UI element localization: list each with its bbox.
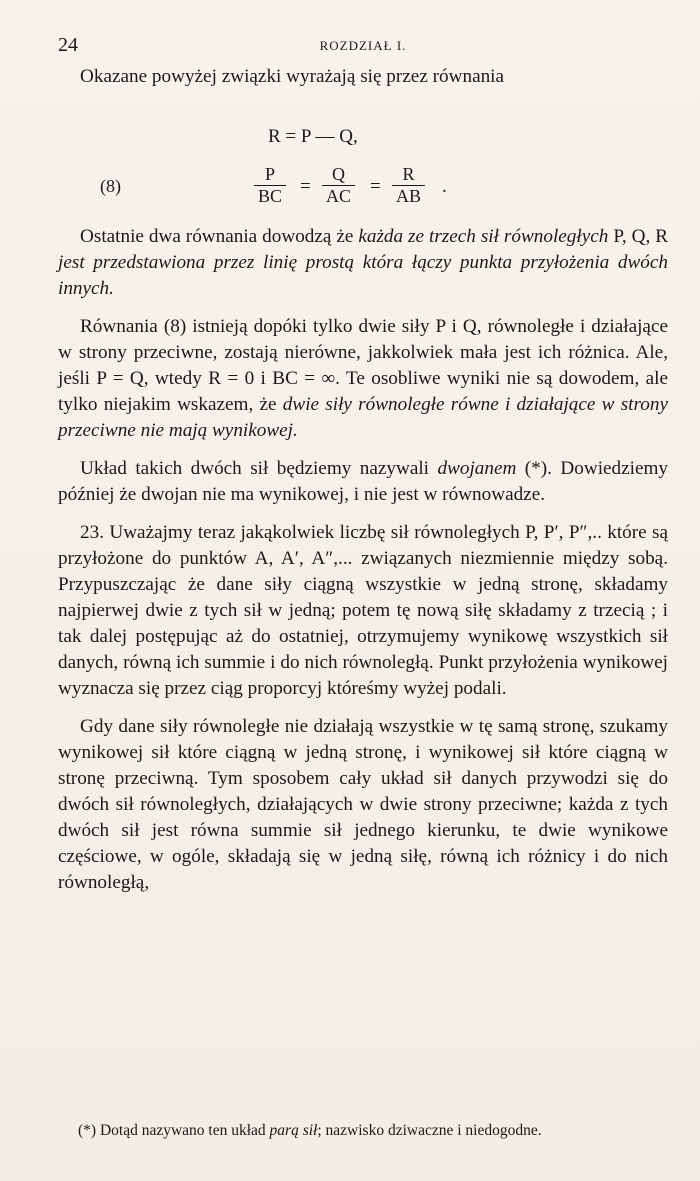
footnote-rest: ; nazwisko dziwaczne i niedogodne. <box>317 1122 542 1139</box>
page-number: 24 <box>58 34 78 56</box>
paragraph-dwojan <box>58 456 668 508</box>
fraction-denominator: AB <box>392 185 425 207</box>
fraction-denominator: BC <box>254 185 286 207</box>
page-header <box>58 34 668 56</box>
text-italic: dwojanem <box>437 458 517 479</box>
equation-end-period: . <box>442 176 447 197</box>
paragraph-intro: Okazane powyżej związki wyrażają się przez równania <box>80 66 505 87</box>
text-rest: (*). Dowiedziemy później że dwojan nie ma wynikowej, i nie jest w równowadze. <box>58 458 669 505</box>
fraction-p-bc <box>254 164 286 207</box>
page-body <box>58 64 668 896</box>
equation-label: (8) <box>100 176 121 196</box>
text-lead: Układ takich dwóch sił będziemy nazywali <box>80 458 430 479</box>
paragraph-ostatnie <box>58 224 668 302</box>
text-lead: Ostatnie dwa równania dowodzą że <box>80 226 354 247</box>
running-head: ROZDZIAŁ I. <box>319 38 407 53</box>
text-body: Równania (8) istnieją dopóki tylko dwie siły P i Q, równoległe i działające w strony przeciwne, zostają nierówne, jakkolwiek mała jest ich różnica. Ale, jeśli P = Q, wtedy R = 0 i BC = ∞. Te osobliwe wyniki nie są dowodem, ale tylko niejakim wskazem, że <box>58 316 668 415</box>
fraction-denominator: AC <box>322 185 355 207</box>
paragraph-23: 23. Uważajmy teraz jakąkolwiek liczbę sił równoległych P, P′, P″,.. które są przyłożone do punktów A, A′, A″,... związanych niezmiennie między sobą. Przypuszczając że dane siły ciągną wszystkie w jedną stronę, składamy najpierwej dwie z tych sił w jedną; potem tę nową siłę składamy z trzecią ; i tak dalej postępując aż do ostatniej, otrzymujemy wynikowę wszystkich sił danych, równą ich summie i do nich równoległą. Punkt przyłożenia wynikowej wyznacza się przez ciąg proporcyj któreśmy wyżej podali. <box>58 522 668 699</box>
footnote <box>78 1122 668 1140</box>
equals-sign: = <box>300 176 311 197</box>
fraction-numerator: P <box>265 164 276 184</box>
equation-r-equals: R = P — Q, <box>268 126 358 147</box>
fraction-numerator: Q <box>332 164 345 184</box>
fraction-numerator: R <box>402 164 415 184</box>
paragraph-rownania <box>58 314 668 444</box>
equation-block <box>58 64 668 206</box>
text-italic: jest przedstawiona przez linię prostą która łączy punkta przyłożenia dwóch innych. <box>58 252 668 299</box>
footnote-italic: parą sił <box>269 1122 318 1139</box>
text-italic: każda ze trzech sił równoległych <box>358 226 609 247</box>
fraction-q-ac <box>322 164 355 207</box>
text-forces: P, Q, R <box>613 226 668 247</box>
footnote-lead: (*) Dotąd nazywano ten układ <box>78 1122 266 1139</box>
fraction-r-ab <box>392 164 425 207</box>
equals-sign: = <box>370 176 381 197</box>
paragraph-gdy: Gdy dane siły równoległe nie działają wszystkie w tę samą stronę, szukamy wynikowej sił które ciągną w jedną stronę, i wynikowej sił które ciągną w stronę przeciwną. Tym sposobem cały układ sił danych przywodzi się do dwóch sił równoległych, działających w dwie strony przeciwne; każda z tych dwóch sił jest równa summie sił jednego kierunku, te dwie wynikowe częściowe, w ogóle, składają się w jedną siłę, równą ich różnicy i do nich równoległą, <box>58 716 668 893</box>
text-italic: dwie siły równoległe równe i działające w strony przeciwne nie mają wynikowej. <box>58 394 668 441</box>
